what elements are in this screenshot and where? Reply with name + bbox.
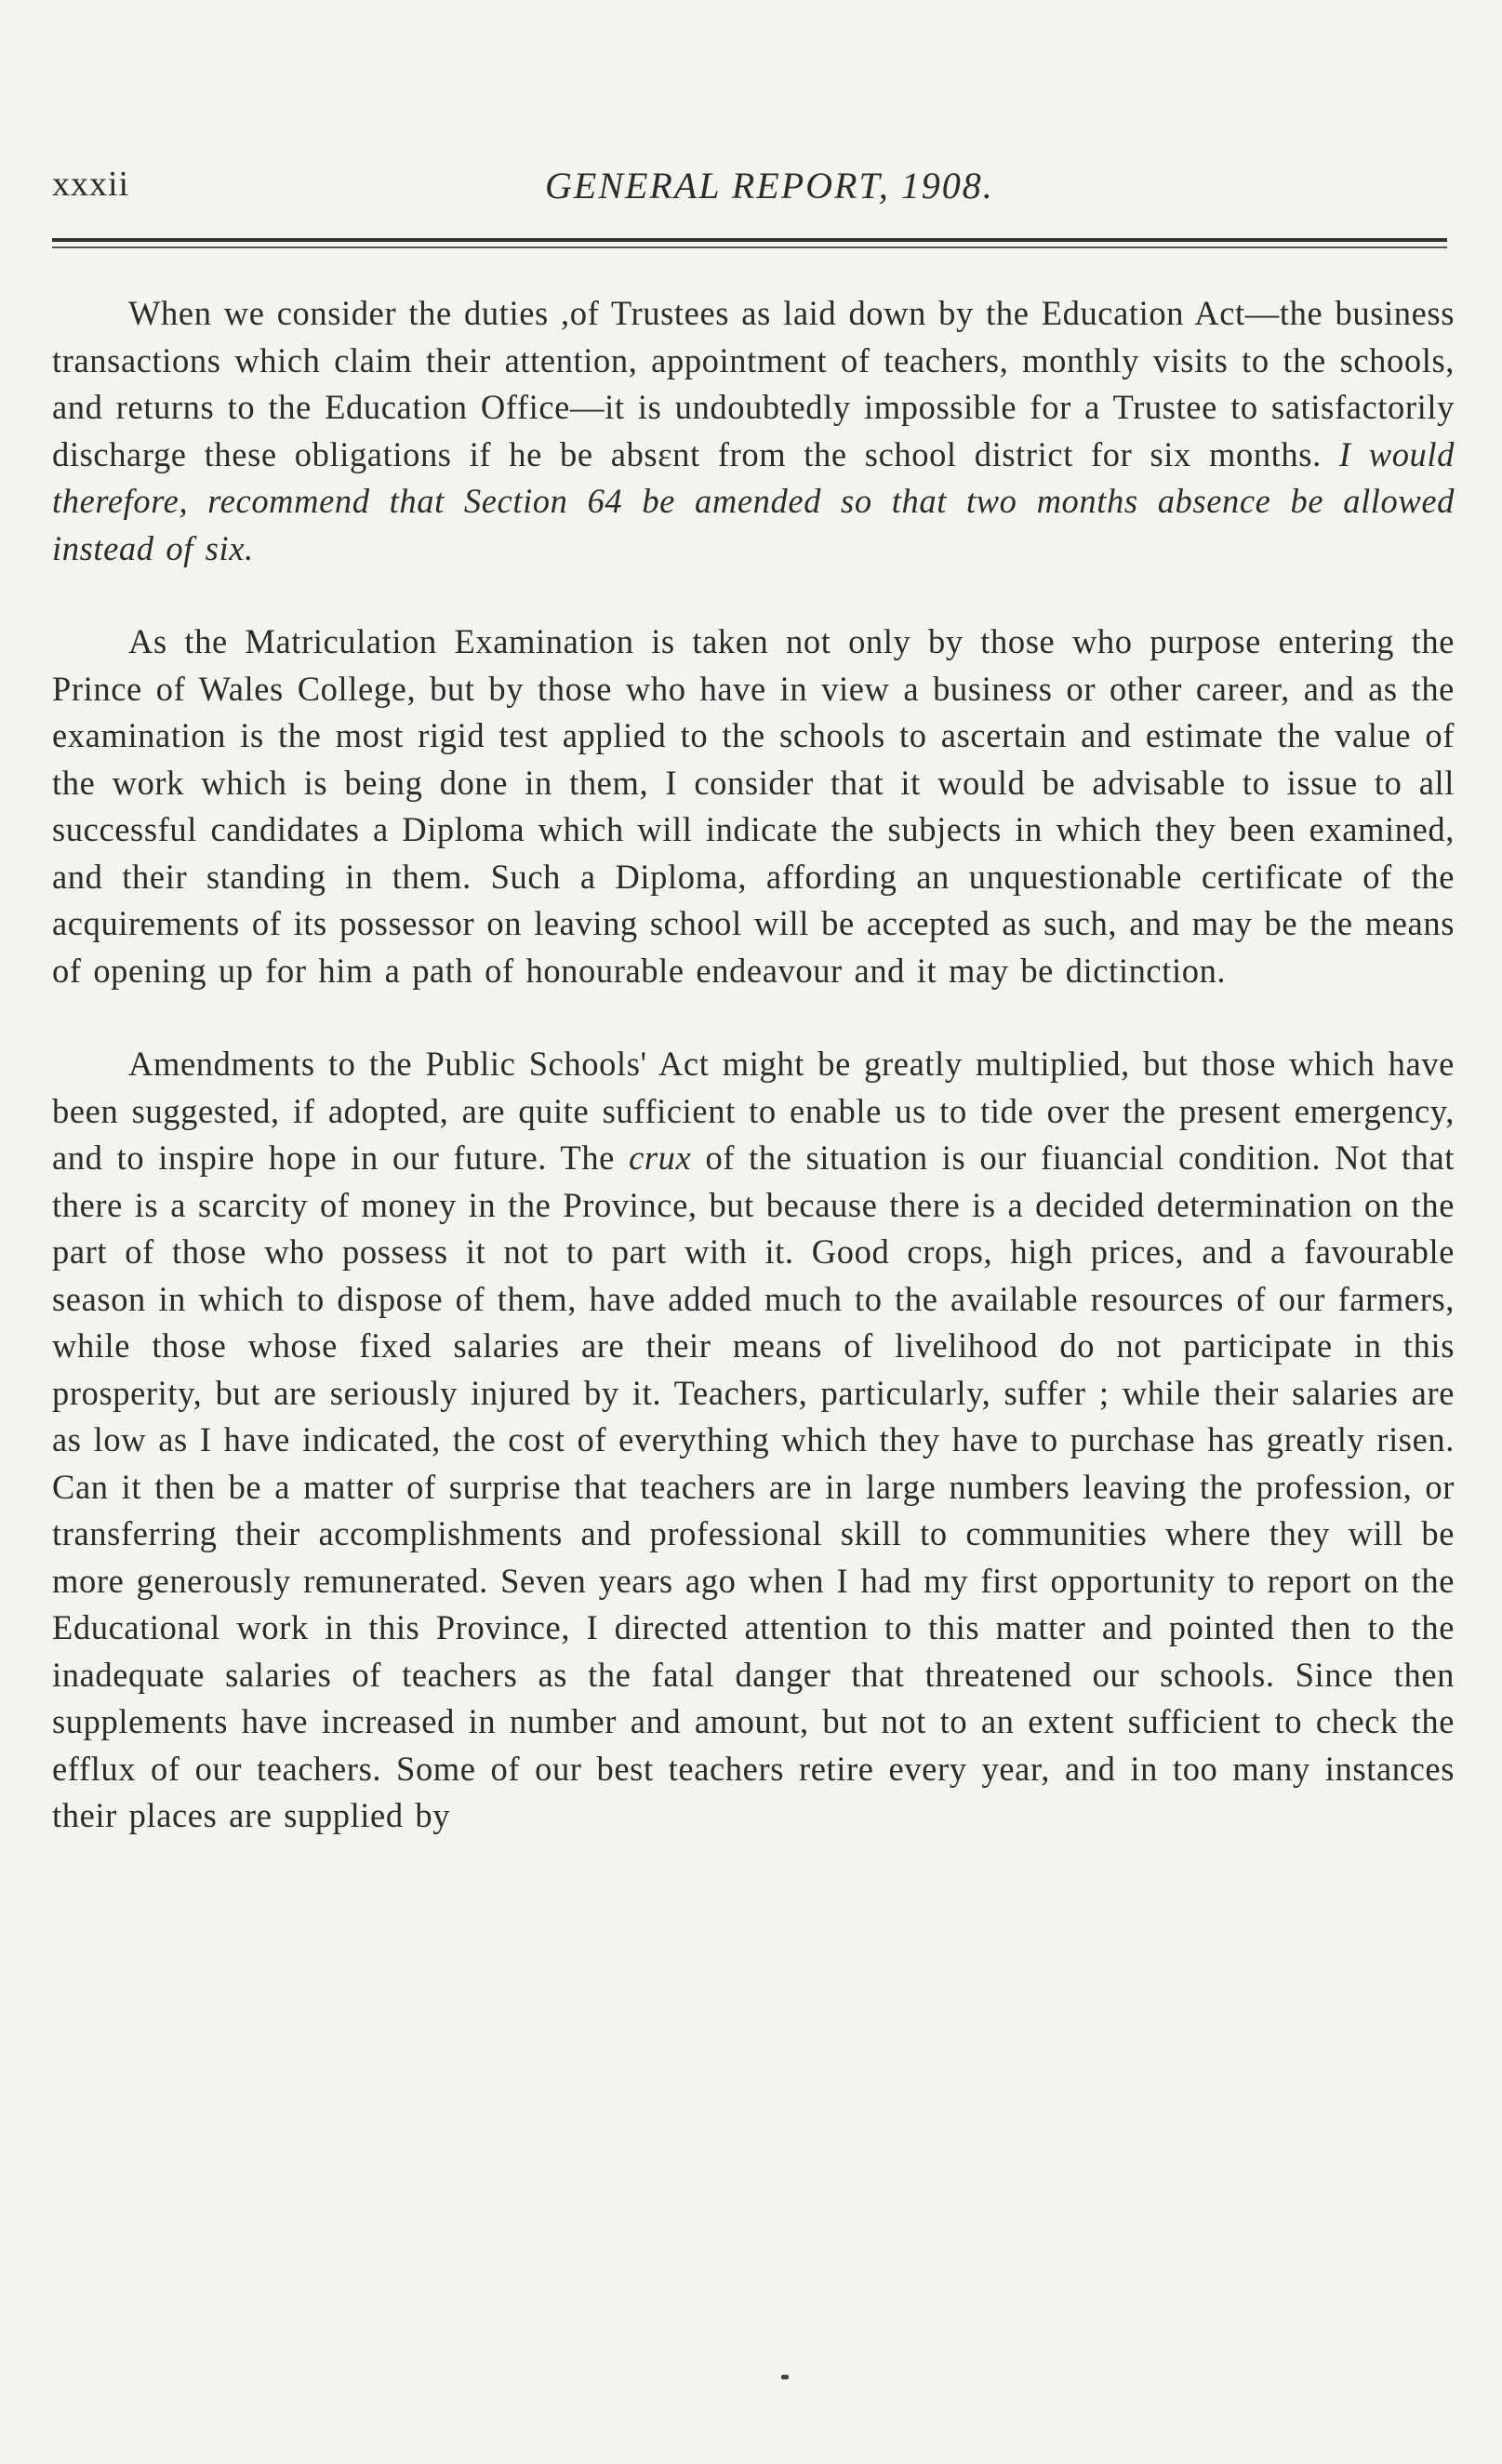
paragraph-text: As the Matriculation Examination is taken not only by those who purpose entering the Prince of Wales College, but by those who have in view a business or other career, and as the examination is the most rigid test applied to the schools to ascertain and estimate the value of the work which is being done in them, I consider that it would be advisable to issue to all successful candidates a Diploma which will indicate the subjects in which they been examined, and their standing in them. Such a Diploma, affording an unquestionable certificate of the acquirements of its possessor on leaving school will be accepted as such, and may be the means of opening up for him a path of honourable endeavour and it may be dictinction. <box>52 622 1455 990</box>
report-title: GENERAL REPORT, 1908. <box>545 165 994 206</box>
body-text <box>52 290 1455 1840</box>
paragraph-text: When we consider the duties ,of Trustees as laid down by the Education Act—the business transactions which claim their attention, appointment of teachers, monthly visits to the schools, and returns to the Education Office—it is undoubtedly impossible for a Trustee to satisfactorily discharge these obligations if he be absεnt from the school district for six months. <box>52 294 1455 473</box>
paragraph-text: Amendments to the Public Schools' Act might be greatly multiplied, but those which have been suggested, if adopted, are quite sufficient to enable us to tide over the present emergency, and to inspire hope in our future. The <box>52 1045 1455 1177</box>
paragraph-amendments <box>52 1041 1455 1840</box>
crux-word: crux <box>629 1139 692 1177</box>
header-rule-thin <box>52 246 1447 248</box>
header-rule <box>52 238 1447 242</box>
running-head <box>52 164 1447 220</box>
page-number: xxxii <box>52 165 130 204</box>
paragraph-matriculation <box>52 619 1455 994</box>
recommendation-text: I would therefore, recommend that Section 64 be amended so that two months absence be allowed instead of six. <box>52 434 1455 567</box>
paragraph-trustees <box>52 290 1455 572</box>
printer-mark <box>781 2375 789 2379</box>
paragraph-text: of the situation is our fiuancial condition. Not that there is a scarcity of money in the Province, but because there is a decided determination on the part of those who possess it not to part with it. Good crops, high prices, and a favourable season in which to dispose of them, have added much to the available resources of our farmers, while those whose fixed salaries are their means of livelihood do not participate in this prosperity, but are seriously injured by it. Teachers, particularly, suffer ; while their salaries are as low as I have indicated, the cost of everything which they have to purchase has greatly risen. Can it then be a matter of surprise that teachers are in large numbers leaving the profession, or transferring their accomplishments and professional skill to communities where they will be more generously remunerated. Seven years ago when I had my first opportunity to report on the Educational work in this Province, I directed attention to this matter and pointed then to the inadequate salaries of teachers as the fatal danger that threatened our schools. Since then supplements have increased in number and amount, but not to an extent sufficient to check the efflux of our teachers. Some of our best teachers retire every year, and in too many instances their places are supplied by <box>52 1139 1455 1834</box>
